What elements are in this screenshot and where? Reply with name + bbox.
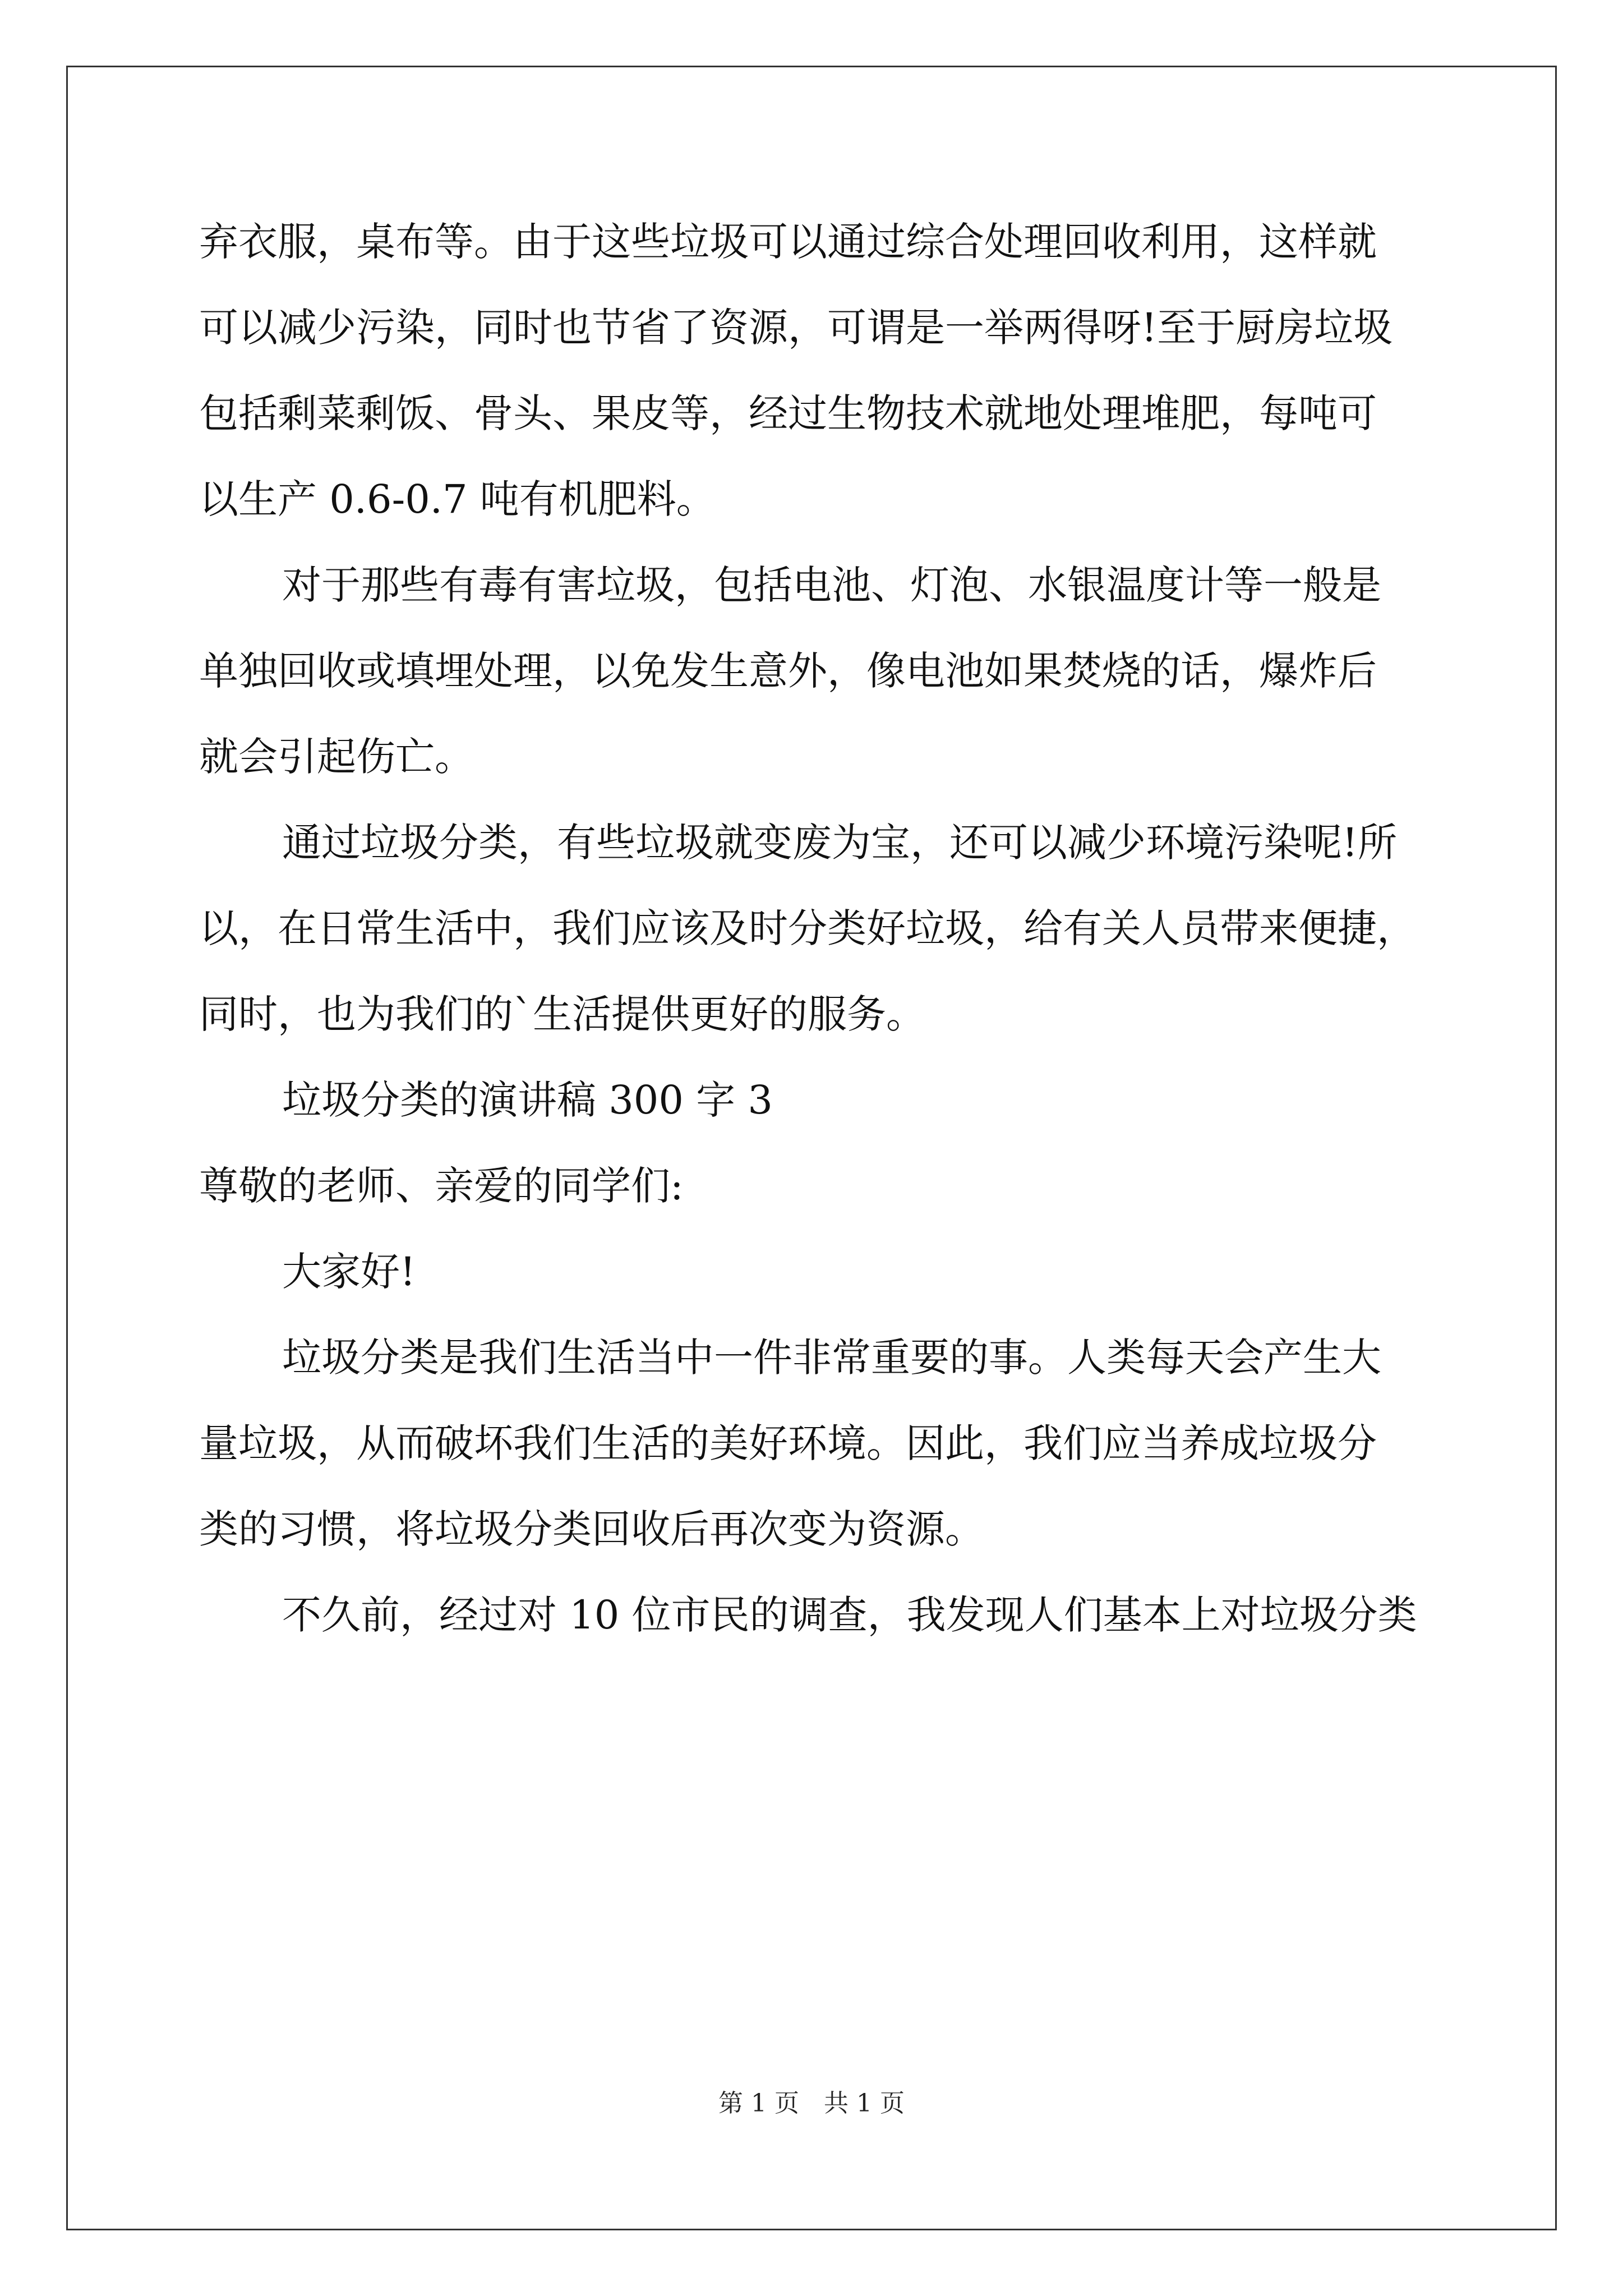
text-line: 可以减少污染，同时也节省了资源，可谓是一举两得呀!至于厨房垃圾 [199,305,1393,351]
text-line: 以生产 0.6-0.7 吨有机肥料。 [199,476,716,522]
text-line: 以，在日常生活中，我们应该及时分类好垃圾，给有关人员带来便捷， [199,905,1416,951]
text-line: 不久前，经过对 10 位市民的调查，我发现人们基本上对垃圾分类 [282,1592,1417,1638]
text-line: 通过垃圾分类，有些垃圾就变废为宝，还可以减少环境污染呢!所 [282,820,1398,866]
page-footer: 第 1 页 共 1 页 [718,2089,905,2118]
text-line: 同时，也为我们的`生活提供更好的服务。 [199,991,925,1037]
text-line: 弃衣服，桌布等。由于这些垃圾可以通过综合处理回收利用，这样就 [199,219,1377,265]
text-line: 就会引起伤亡。 [199,734,474,780]
text-line: 垃圾分类是我们生活当中一件非常重要的事。人类每天会产生大 [282,1335,1381,1381]
text-line: 单独回收或填埋处理，以免发生意外，像电池如果焚烧的话，爆炸后 [199,648,1377,694]
text-line: 量垃圾，从而破坏我们生活的美好环境。因此，我们应当养成垃圾分 [199,1420,1377,1466]
text-line: 包括剩菜剩饭、骨头、果皮等，经过生物技术就地处理堆肥，每吨可 [199,390,1377,436]
salutation: 尊敬的老师、亲爱的同学们: [199,1163,684,1209]
text-line: 类的习惯，将垃圾分类回收后再次变为资源。 [199,1506,984,1552]
text-line: 对于那些有毒有害垃圾，包括电池、灯泡、水银温度计等一般是 [282,562,1381,608]
section-heading: 垃圾分类的演讲稿 300 字 3 [282,1077,773,1123]
greeting: 大家好! [282,1249,416,1295]
